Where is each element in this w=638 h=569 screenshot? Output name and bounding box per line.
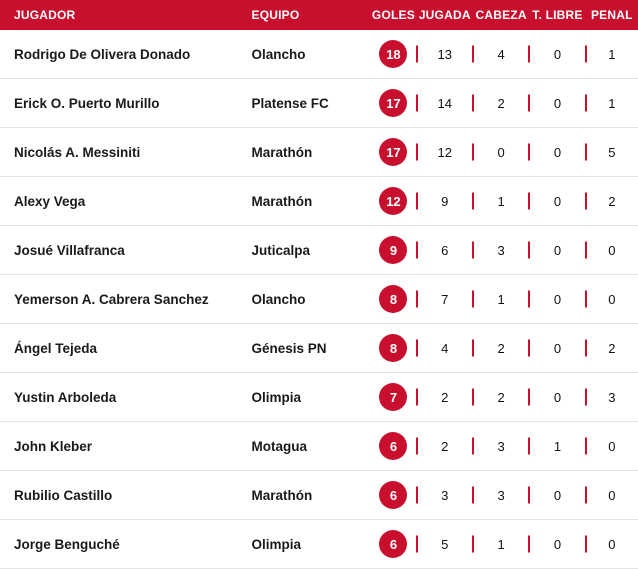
cell-team: Génesis PN	[251, 340, 327, 356]
cell-free-kick: 0	[529, 128, 585, 177]
goals-badge: 17	[379, 138, 407, 166]
cell-open-play: 3	[417, 471, 473, 520]
cell-goals	[370, 275, 416, 324]
column-header-goals: GOLES	[370, 0, 416, 30]
cell-open-play: 6	[417, 226, 473, 275]
cell-player: Yustin Arboleda	[14, 389, 117, 405]
cell-header-goals: 3	[473, 471, 529, 520]
table-row	[0, 226, 638, 275]
cell-player: Erick O. Puerto Murillo	[14, 95, 160, 111]
cell-team: Juticalpa	[251, 242, 311, 258]
cell-open-play: 13	[417, 30, 473, 79]
cell-player: Rubilio Castillo	[14, 487, 113, 503]
column-header-free-kick: T. LIBRE	[529, 0, 585, 30]
cell-goals	[370, 177, 416, 226]
table-header-row	[0, 0, 638, 30]
goals-badge: 18	[379, 40, 407, 68]
cell-header-goals: 3	[473, 422, 529, 471]
cell-goals	[370, 30, 416, 79]
cell-team: Marathón	[251, 144, 313, 160]
cell-free-kick: 0	[529, 520, 585, 569]
column-header-open-play: JUGADA	[417, 0, 473, 30]
cell-free-kick: 0	[529, 177, 585, 226]
table-row	[0, 275, 638, 324]
cell-open-play: 5	[417, 520, 473, 569]
table-row	[0, 520, 638, 569]
cell-penalty: 1	[586, 30, 638, 79]
cell-team: Motagua	[251, 438, 308, 454]
cell-free-kick: 0	[529, 275, 585, 324]
cell-penalty: 0	[586, 275, 638, 324]
cell-goals	[370, 471, 416, 520]
goals-badge: 7	[379, 383, 407, 411]
goals-badge: 9	[379, 236, 407, 264]
cell-player: Yemerson A. Cabrera Sanchez	[14, 291, 209, 307]
cell-player: Josué Villafranca	[14, 242, 125, 258]
cell-open-play: 12	[417, 128, 473, 177]
goals-badge: 6	[379, 432, 407, 460]
table-row	[0, 30, 638, 79]
cell-header-goals: 2	[473, 373, 529, 422]
table-row	[0, 177, 638, 226]
column-header-player: JUGADOR	[0, 0, 244, 30]
cell-free-kick: 0	[529, 79, 585, 128]
cell-penalty: 1	[586, 79, 638, 128]
column-header-penalty: PENAL	[586, 0, 638, 30]
goals-badge: 17	[379, 89, 407, 117]
table-row	[0, 471, 638, 520]
cell-player: Nicolás A. Messiniti	[14, 144, 141, 160]
cell-open-play: 14	[417, 79, 473, 128]
cell-open-play: 2	[417, 373, 473, 422]
cell-goals	[370, 79, 416, 128]
cell-penalty: 3	[586, 373, 638, 422]
cell-team: Olancho	[251, 291, 306, 307]
cell-team: Marathón	[251, 193, 313, 209]
cell-player: Alexy Vega	[14, 193, 86, 209]
goals-badge: 8	[379, 285, 407, 313]
table-row	[0, 79, 638, 128]
cell-goals	[370, 128, 416, 177]
cell-open-play: 9	[417, 177, 473, 226]
goals-badge: 12	[379, 187, 407, 215]
cell-player: John Kleber	[14, 438, 93, 454]
cell-penalty: 2	[586, 324, 638, 373]
cell-open-play: 2	[417, 422, 473, 471]
cell-team: Olimpia	[251, 536, 302, 552]
cell-free-kick: 1	[529, 422, 585, 471]
cell-player: Jorge Benguché	[14, 536, 120, 552]
table-row	[0, 128, 638, 177]
goals-badge: 6	[379, 530, 407, 558]
cell-penalty: 0	[586, 226, 638, 275]
cell-team: Marathón	[251, 487, 313, 503]
table-row	[0, 324, 638, 373]
cell-open-play: 4	[417, 324, 473, 373]
cell-free-kick: 0	[529, 324, 585, 373]
cell-header-goals: 1	[473, 275, 529, 324]
cell-header-goals: 1	[473, 177, 529, 226]
cell-goals	[370, 324, 416, 373]
cell-penalty: 0	[586, 471, 638, 520]
cell-header-goals: 0	[473, 128, 529, 177]
cell-penalty: 2	[586, 177, 638, 226]
cell-free-kick: 0	[529, 471, 585, 520]
cell-team: Platense FC	[251, 95, 329, 111]
goals-badge: 6	[379, 481, 407, 509]
goals-badge: 8	[379, 334, 407, 362]
cell-penalty: 0	[586, 422, 638, 471]
cell-header-goals: 2	[473, 324, 529, 373]
cell-penalty: 5	[586, 128, 638, 177]
cell-team: Olimpia	[251, 389, 302, 405]
table-header	[0, 0, 638, 30]
column-header-header-goals: CABEZA	[473, 0, 529, 30]
cell-free-kick: 0	[529, 226, 585, 275]
cell-goals	[370, 520, 416, 569]
cell-free-kick: 0	[529, 373, 585, 422]
cell-goals	[370, 373, 416, 422]
cell-open-play: 7	[417, 275, 473, 324]
cell-header-goals: 2	[473, 79, 529, 128]
cell-header-goals: 4	[473, 30, 529, 79]
cell-goals	[370, 422, 416, 471]
cell-header-goals: 3	[473, 226, 529, 275]
table-row	[0, 422, 638, 471]
cell-goals	[370, 226, 416, 275]
cell-free-kick: 0	[529, 30, 585, 79]
cell-player: Ángel Tejeda	[14, 340, 98, 356]
cell-player: Rodrigo De Olivera Donado	[14, 46, 191, 62]
cell-penalty: 0	[586, 520, 638, 569]
table-row	[0, 373, 638, 422]
column-header-team: EQUIPO	[244, 0, 371, 30]
table-body	[0, 30, 638, 569]
cell-header-goals: 1	[473, 520, 529, 569]
cell-team: Olancho	[251, 46, 306, 62]
